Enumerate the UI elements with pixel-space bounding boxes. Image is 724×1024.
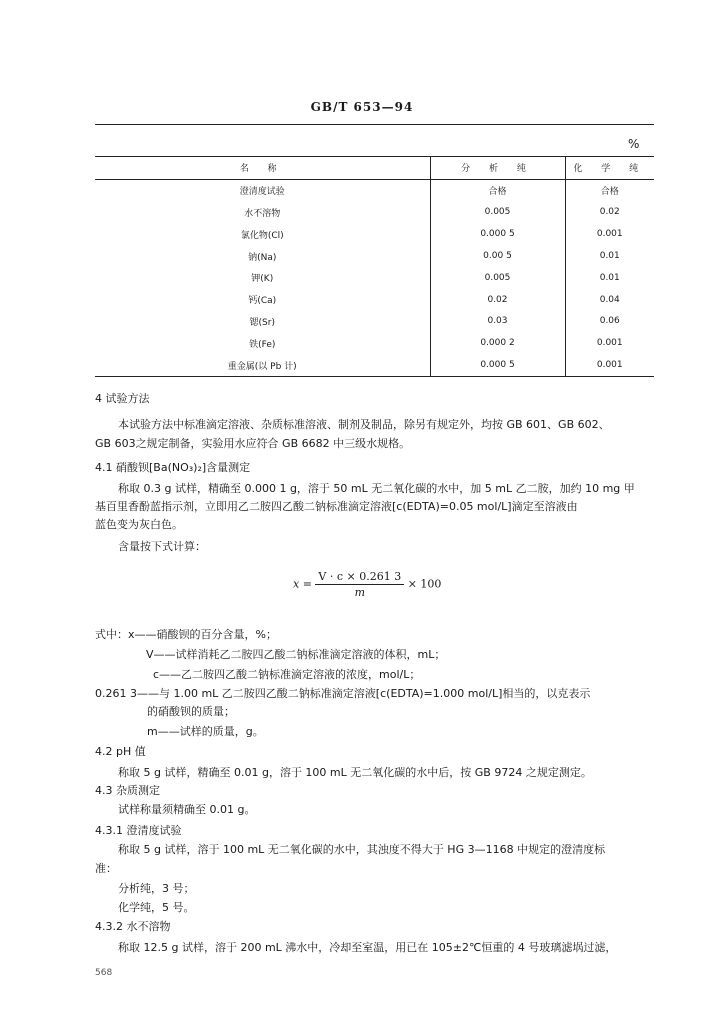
- chemical-grade-cell: 0.01: [565, 267, 654, 289]
- formula-fraction: [315, 570, 404, 599]
- paragraph-line: 称取 0.3 g 试样，精确至 0.000 1 g，溶于 50 mL 无二氧化碳的水中，加 5 mL 乙二胺，加约 10 mg 甲: [118, 482, 635, 495]
- analytical-grade-cell: 0.000 2: [430, 332, 565, 354]
- column-header-name: 名 称: [95, 157, 430, 180]
- formula-multiplier: × 100: [407, 577, 442, 591]
- paragraph-line: 称取 5 g 试样，精确至 0.01 g，溶于 100 mL 无二氧化碳的水中后，按 GB 9724 之规定测定。: [118, 766, 592, 779]
- document-header: GB/T 653—94: [310, 100, 414, 114]
- chemical-grade-cell: 0.001: [565, 223, 654, 245]
- analytical-grade-cell: 0.000 5: [430, 223, 565, 245]
- specification-table: [95, 156, 654, 377]
- column-header-ar: 分 析 纯: [430, 157, 565, 180]
- page-number: 568: [95, 968, 113, 978]
- table-row: [95, 245, 654, 267]
- formula-denominator: m: [354, 586, 366, 599]
- table-unit: %: [628, 137, 640, 151]
- where-line: 式中：x——硝酸钡的百分含量，%；: [95, 628, 277, 641]
- table-row: [95, 332, 654, 354]
- item-name-cell: 锶(Sr): [249, 317, 275, 328]
- analytical-grade-cell: 0.03: [430, 311, 565, 333]
- paragraph-line: 蓝色变为灰白色。: [95, 518, 183, 531]
- where-line: c——乙二胺四乙酸二钠标准滴定溶液的浓度，mol/L；: [153, 668, 421, 681]
- where-line: V——试样消耗乙二胺四乙酸二钠标准滴定溶液的体积，mL；: [146, 648, 446, 661]
- paragraph-line: 试样称量须精确至 0.01 g。: [118, 803, 256, 816]
- item-name-cell: 钙(Ca): [248, 296, 277, 307]
- table-row: [95, 179, 654, 201]
- where-line: 0.261 3——与 1.00 mL 乙二胺四乙酸二钠标准滴定溶液[c(EDTA)=1.000 mol/L]相当的，以克表示: [95, 687, 591, 700]
- item-name-cell: 钾(K): [251, 274, 274, 285]
- where-line: 的硝酸钡的质量；: [147, 705, 235, 718]
- analytical-grade-cell: 0.000 5: [430, 354, 565, 376]
- paragraph-line: 含量按下式计算：: [118, 540, 206, 553]
- section-4-1-title: 4.1 硝酸钡[Ba(NO₃)₂]含量测定: [95, 461, 251, 474]
- paragraph-line: 本试验方法中标准滴定溶液、杂质标准溶液、制剂及制品，除另有规定外，均按 GB 601、GB 602、: [118, 418, 610, 431]
- paragraph-line: 基百里香酚蓝指示剂，立即用乙二胺四乙酸二钠标准滴定溶液[c(EDTA)=0.05 mol/L]滴定至溶液由: [95, 500, 578, 513]
- item-name-cell: 重金属(以 Pb 计): [95, 354, 430, 376]
- item-name-cell: 钠(Na): [248, 252, 277, 263]
- item-name-cell: 铁(Fe): [249, 339, 276, 350]
- table-row: [95, 267, 654, 289]
- analytical-grade-cell: 合格: [430, 179, 565, 201]
- section-4-2-title: 4.2 pH 值: [95, 745, 146, 758]
- section-4-3-title: 4.3 杂质测定: [95, 784, 160, 797]
- item-name-cell: 水不溶物: [244, 208, 281, 219]
- chemical-grade-cell: 0.001: [565, 354, 654, 376]
- chemical-grade-cell: 0.01: [565, 245, 654, 267]
- formula-numerator: V · c × 0.261 3: [315, 570, 404, 585]
- paragraph-line: GB 603之规定制备，实验用水应符合 GB 6682 中三级水规格。: [95, 437, 411, 450]
- item-name-cell: 澄清度试验: [239, 187, 285, 198]
- item-name-cell: 氯化物(Cl): [240, 230, 284, 241]
- column-header-cp: 化 学 纯: [565, 157, 654, 180]
- paragraph-line: 化学纯，5 号。: [118, 901, 195, 914]
- formula-lhs: x =: [293, 577, 312, 591]
- paragraph-line: 准：: [95, 862, 117, 875]
- analytical-grade-cell: 0.00 5: [430, 245, 565, 267]
- analytical-grade-cell: 0.005: [430, 267, 565, 289]
- chemical-grade-cell: 0.02: [565, 202, 654, 224]
- paragraph-line: 分析纯，3 号；: [118, 882, 195, 895]
- content-formula: [293, 570, 441, 599]
- section-4-3-1-title: 4.3.1 澄清度试验: [95, 824, 182, 837]
- table-row: [95, 311, 654, 333]
- where-line: m——试样的质量，g。: [147, 725, 264, 738]
- table-row: [95, 202, 654, 224]
- table-row: [95, 223, 654, 245]
- chemical-grade-cell: 合格: [565, 179, 654, 201]
- table-header-row: [95, 157, 654, 180]
- section-4-3-2-title: 4.3.2 水不溶物: [95, 920, 171, 933]
- chemical-grade-cell: 0.001: [565, 332, 654, 354]
- section-4-title: 4 试验方法: [95, 392, 150, 405]
- chemical-grade-cell: 0.06: [565, 311, 654, 333]
- paragraph-line: 称取 5 g 试样，溶于 100 mL 无二氧化碳的水中，其浊度不得大于 HG 3—1168 中规定的澄清度标: [118, 843, 606, 856]
- chemical-grade-cell: 0.04: [565, 289, 654, 311]
- analytical-grade-cell: 0.02: [430, 289, 565, 311]
- table-row: [95, 354, 654, 376]
- header-rule: [95, 124, 654, 125]
- table-row: [95, 289, 654, 311]
- analytical-grade-cell: 0.005: [430, 202, 565, 224]
- paragraph-line: 称取 12.5 g 试样，溶于 200 mL 沸水中，冷却至室温，用已在 105±2℃恒重的 4 号玻璃滤埚过滤，: [118, 941, 617, 954]
